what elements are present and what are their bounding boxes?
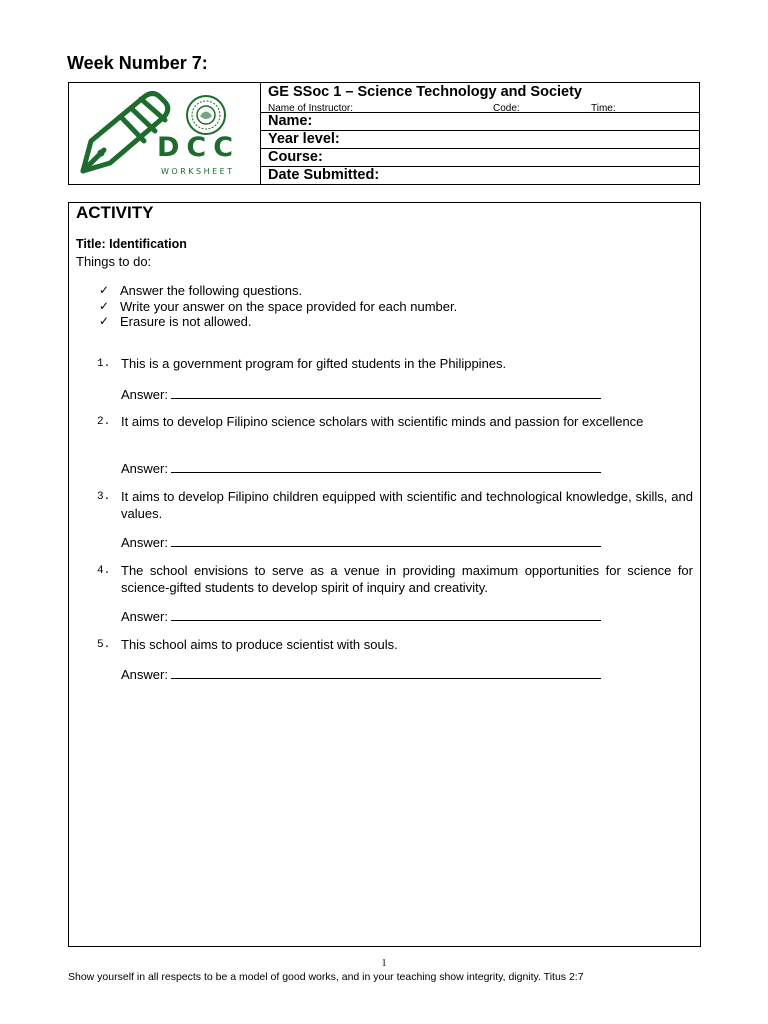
answer-3[interactable]: Answer:: [121, 534, 601, 551]
question-number: 2.: [97, 416, 111, 428]
checkmark-icon: ✓: [99, 298, 110, 313]
question-text: It aims to develop Filipino science scholars with scientific minds and passion for excellence: [121, 414, 644, 429]
logo-subtext: WORKSHEET: [161, 167, 235, 176]
instructions-checklist: [99, 283, 457, 330]
activity-title: Title: Identification: [76, 237, 187, 251]
course-title-row: [261, 83, 699, 113]
activity-heading: ACTIVITY: [76, 203, 154, 222]
question-text: This is a government program for gifted students in the Philippines.: [121, 356, 507, 371]
pen-logo-icon: [69, 83, 259, 184]
question-number: 1.: [97, 358, 111, 370]
year-level-field[interactable]: Year level:: [261, 131, 699, 149]
answer-blank[interactable]: [171, 386, 601, 399]
worksheet-header: [68, 82, 700, 185]
dcc-worksheet-logo: [69, 83, 261, 184]
checklist-item: ✓ Answer the following questions.: [99, 283, 303, 298]
time-label: Time:: [591, 103, 616, 114]
code-label: Code:: [493, 103, 520, 114]
header-info: [261, 83, 699, 184]
answer-blank[interactable]: [171, 534, 601, 547]
name-field[interactable]: Name:: [261, 113, 699, 131]
question-text: It aims to develop Filipino children equipped with scientific and technological knowledge, skills, and values.: [121, 489, 693, 521]
question-number: 5.: [97, 639, 111, 651]
checklist-item: ✓ Erasure is not allowed.: [99, 314, 252, 329]
checkmark-icon: ✓: [99, 283, 110, 297]
answer-1[interactable]: Answer:: [121, 386, 601, 403]
activity-box: [68, 202, 701, 947]
page-number: 1: [381, 958, 387, 969]
course-field[interactable]: Course:: [261, 149, 699, 167]
things-to-do-label: Things to do:: [76, 254, 152, 269]
question-number: 4.: [97, 565, 111, 577]
course-title: GE SSoc 1 – Science Technology and Society: [268, 84, 583, 100]
answer-4[interactable]: Answer:: [121, 608, 601, 625]
checkmark-icon: ✓: [99, 314, 110, 328]
footer-verse: Show yourself in all respects to be a model of good works, and in your teaching show integrity, dignity. Titus 2:7: [68, 971, 584, 983]
logo-text: DCC: [157, 132, 241, 163]
question-text: This school aims to produce scientist with souls.: [121, 637, 398, 652]
instructor-label: Name of Instructor:: [268, 103, 354, 114]
date-submitted-field[interactable]: Date Submitted:: [268, 166, 380, 183]
answer-5[interactable]: Answer:: [121, 666, 601, 683]
answer-2[interactable]: Answer:: [121, 460, 601, 477]
answer-blank[interactable]: [171, 460, 601, 473]
question-number: 3.: [97, 491, 111, 503]
week-title: Week Number 7:: [67, 53, 208, 73]
checklist-item: ✓ Write your answer on the space provided for each number.: [99, 298, 458, 314]
question-text: The school envisions to serve as a venue in providing maximum opportunities for science for science-gifted students to develop spirit of inquiry and creativity.: [121, 563, 693, 595]
school-seal-icon: [187, 96, 225, 134]
answer-blank[interactable]: [171, 608, 601, 621]
answer-blank[interactable]: [171, 666, 601, 679]
